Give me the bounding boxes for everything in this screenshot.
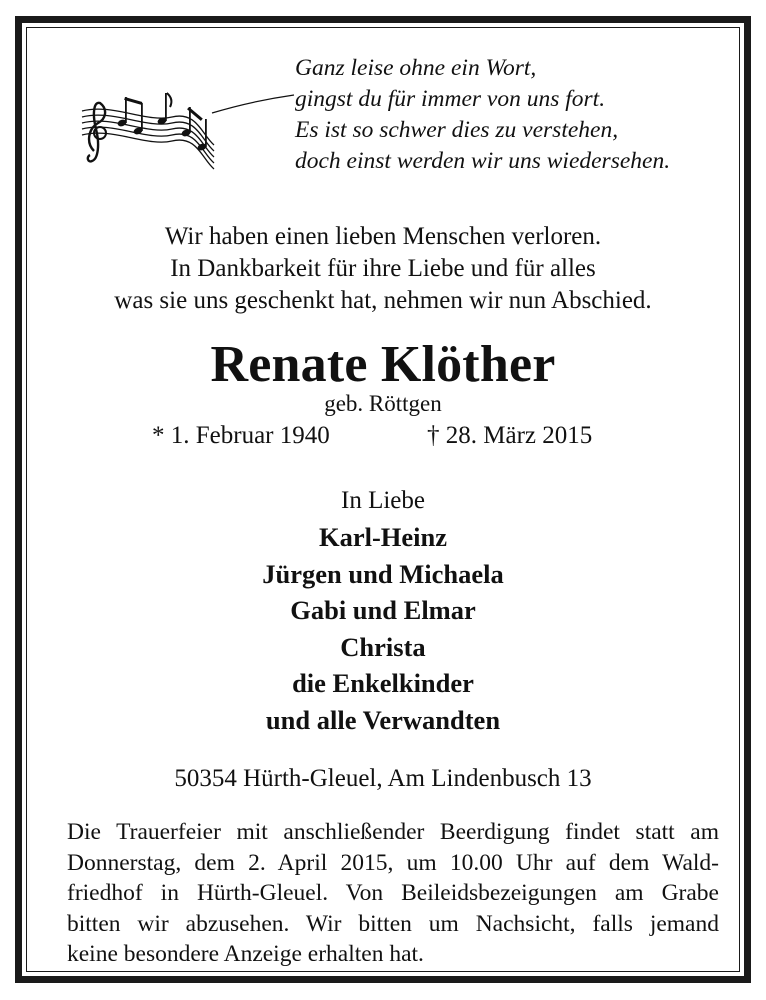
intro-line: was sie uns geschenkt hat, nehmen wir nun Abschied.: [114, 287, 652, 314]
notice-line: keine besondere Anzeige erhalten hat.: [67, 941, 424, 968]
intro-line: In Dankbarkeit für ihre Liebe und für alles: [170, 255, 596, 282]
notice-line: bitten wir abzusehen. Wir bitten um Nachsicht, falls jemand: [67, 910, 719, 937]
intro-text: [22, 221, 744, 317]
mourner-name: und alle Verwandten: [265, 704, 501, 735]
obituary-frame: [15, 16, 751, 983]
mourners-list: [22, 519, 744, 738]
poem: [295, 53, 735, 177]
mourners-heading: In Liebe: [341, 487, 425, 514]
funeral-notice: [67, 817, 719, 970]
mourner-name: die Enkelkinder: [292, 668, 474, 698]
life-dates: [22, 419, 744, 453]
notice-line: Donnerstag, dem 2. April 2015, um 10.00 Uhr auf dem Wald-: [67, 849, 719, 876]
birth-name: geb. Röttgen: [324, 391, 442, 416]
poem-line: doch einst werden wir uns wiedersehen.: [295, 148, 671, 174]
mourner-name: Christa: [340, 631, 426, 662]
address: 50354 Hürth-Gleuel, Am Lindenbusch 13: [174, 765, 592, 792]
mourner-name: Gabi und Elmar: [290, 595, 476, 625]
deceased-name: Renate Klöther: [210, 336, 556, 393]
notice-line: Die Trauerfeier mit anschließender Beerdigung findet statt am: [67, 819, 719, 845]
intro-line: Wir haben einen lieben Menschen verloren.: [164, 223, 602, 250]
notice-line: friedhof in Hürth-Gleuel. Von Beileidsbezeigungen am Grabe: [67, 880, 719, 907]
mourner-name: Jürgen und Michaela: [262, 558, 504, 589]
birth-date: * 1. Februar 1940: [152, 422, 330, 449]
music-notes-icon: [62, 73, 302, 173]
poem-line: Es ist so schwer dies zu verstehen,: [295, 117, 619, 143]
poem-line: Ganz leise ohne ein Wort,: [295, 55, 537, 81]
poem-line: gingst du für immer von uns fort.: [295, 86, 606, 112]
mourner-name: Karl-Heinz: [318, 522, 448, 552]
death-date: † 28. März 2015: [427, 422, 593, 449]
